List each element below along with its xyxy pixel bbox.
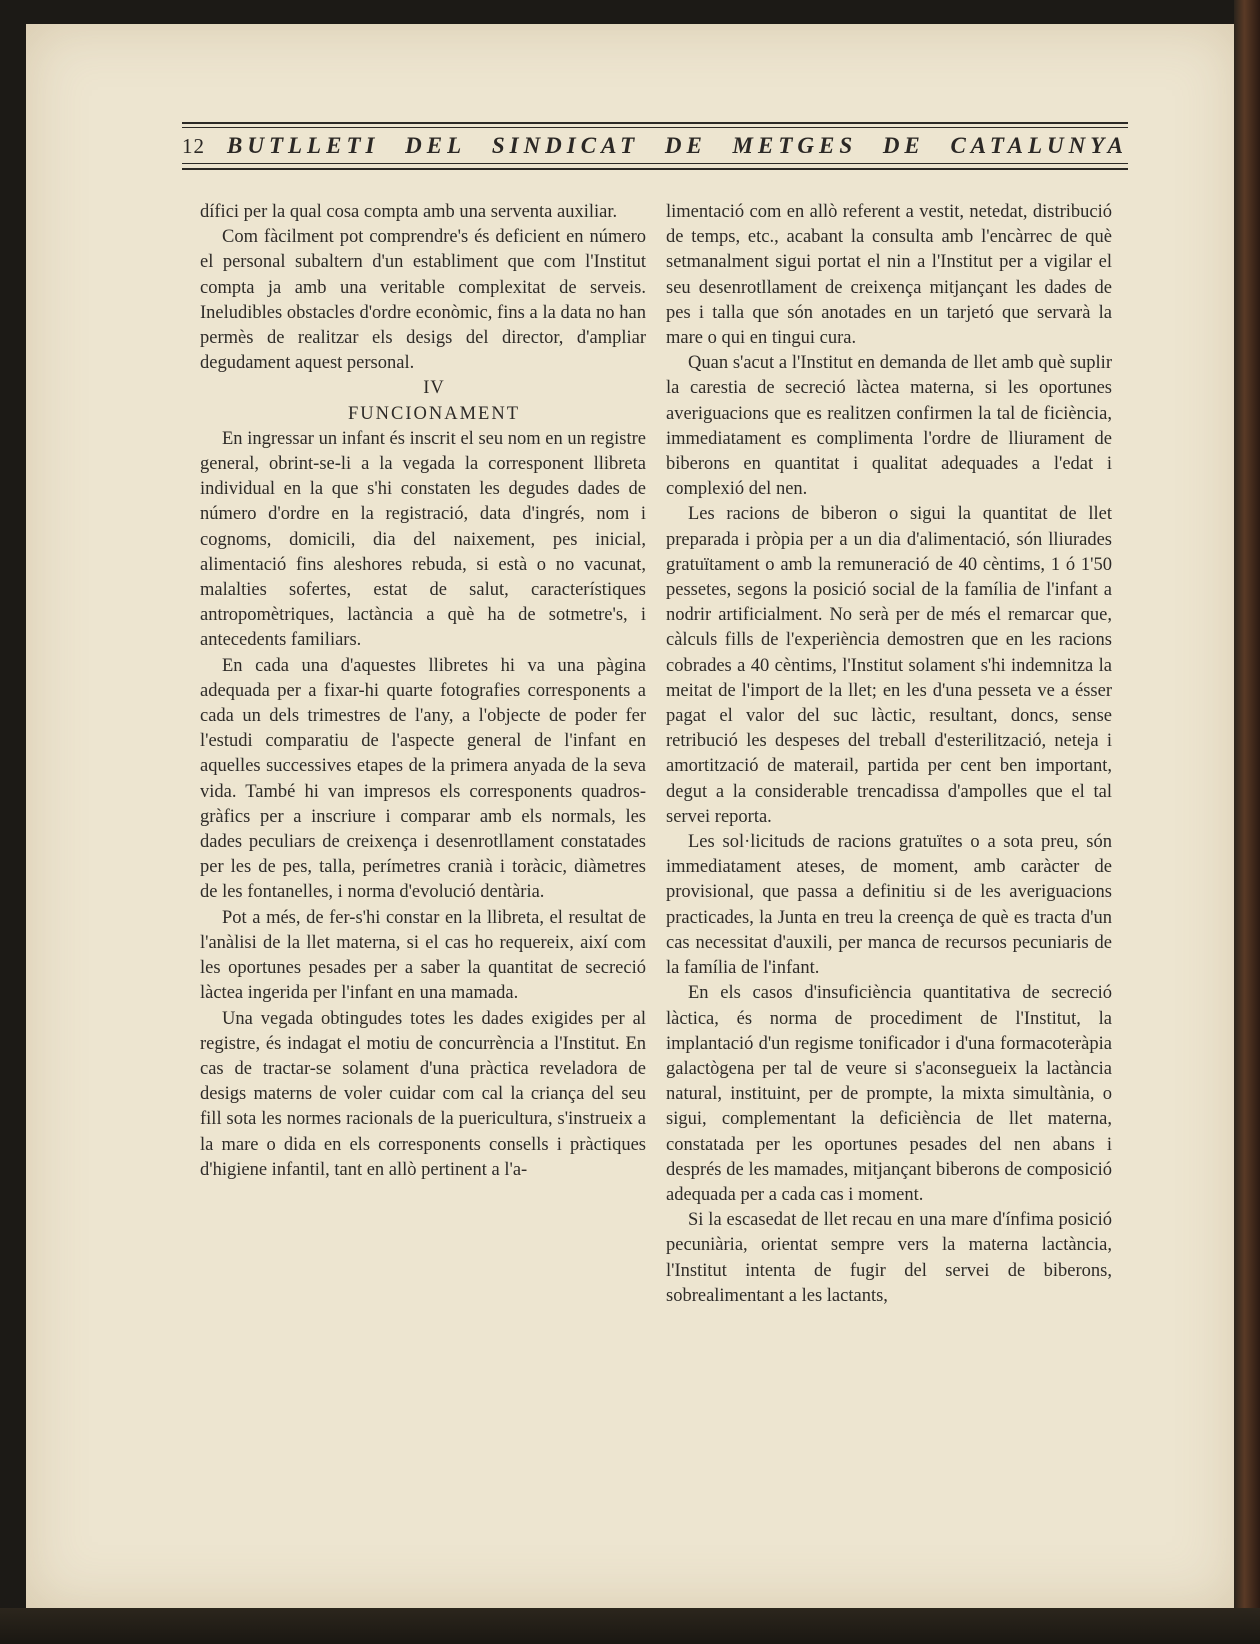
book-edge-right [1234, 0, 1260, 1644]
header-rule-top [182, 122, 1128, 124]
paragraph: Les sol·licituds de racions gratuïtes o a sota preu, són immediatament ateses, de moment, amb caràcter de provisional, que passa a definitiu si de les averiguacions practicades, la Junta en treu la creença de què es tracta d'un cas necessitat d'auxili, per manca de recursos pecuniaris de la família de l'infant. [666, 832, 1112, 979]
running-header [182, 122, 1128, 178]
header-rule-bottom-thin [182, 163, 1128, 164]
left-column [200, 200, 646, 1183]
journal-word: DE [664, 133, 707, 158]
paragraph: dífici per la qual cosa compta amb una serventa auxiliar. [200, 202, 618, 222]
section-title: FUNCIONAMENT [348, 403, 520, 424]
document-page [26, 24, 1238, 1608]
journal-word: METGES [732, 133, 858, 158]
journal-title [227, 133, 1128, 159]
journal-word: CATALUNYA [950, 133, 1128, 158]
journal-word: DEL [405, 133, 467, 158]
paragraph: En els casos d'insuficiència quantitativa de secreció làctica, és norma de procediment de l'Institut, la implantació d'un regisme tonificador i d'una formacoteràpia galactògena per tal de veure si s'aconsegueix la lactància natural, instituint, per de prompte, la mixta simultània, o sigui, complementant la deficiència de llet materna, constatada per les oportunes pesades del nen abans i després de les mamades, mitjançant biberons de composició adequada per a cada cas i moment. [666, 983, 1112, 1205]
paragraph: Les racions de biberon o sigui la quantitat de llet preparada i pròpia per a un dia d'alimentació, són lliurades gratuïtament o amb la remuneració de 40 cèntims, 1 ó 1'50 pessetes, segons la posició social de la família de l'infant a nodrir artificialment. No serà per de més el remarcar que, càlculs fills de l'experiència demostren que en les racions cobrades a 40 cèntims, l'Institut solament s'hi indemnitza la meitat de l'import de la llet; en les d'una pesseta ve a ésser pagat el valor del suc làctic, resultant, doncs, sense retribució les despeses del treball d'esterilització, neteja i amortització de materail, partida per cent ben important, degut a la considerable trencadissa d'ampolles que el tal servei reporta. [666, 504, 1112, 827]
scan-border-bottom [0, 1608, 1260, 1644]
page-number: 12 [182, 134, 205, 158]
paragraph: En cada una d'aquestes llibretes hi va una pàgina adequada per a fixar-hi quarte fotografies corresponents a cada un dels trimestres de l'any, a l'objecte de poder fer l'estudi comparatiu de l'aspecte general de l'infant en aquelles successives etapes de la primera anyada de la seva vida. També hi van impresos els corresponents quadros-gràfics per a inscriure i comparar amb els normals, les dades peculiars de creixença i desenrotllament constatades per les de pes, talla, perímetres cranià i toràcic, diàmetres de les fontanelles, i norma d'evolució dentària. [200, 655, 646, 903]
paragraph: Com fàcilment pot comprendre's és deficient en número el personal subaltern d'un establiment que com l'Institut compta ja amb una veritable complexitat de serveis. Ineludibles obstacles d'ordre econòmic, fins a la data no han permès de realitzar els desigs del director, d'ampliar degudament aquest personal. [200, 227, 646, 374]
paragraph: limentació com en allò referent a vestit, netedat, distribució de temps, etc., acabant la consulta amb l'encàrrec de què setmanalment sigui portat el nin a l'Institut per a vigilar el seu desenrotllament de creixença mitjançant les dades de pes i talla que són anotades en un tarjetó que servarà la mare o qui en tingui cura. [666, 202, 1112, 349]
header-rule-top-thin [182, 127, 1128, 128]
header-text [182, 133, 1128, 159]
section-number: IV [423, 378, 445, 399]
paragraph: Quan s'acut a l'Institut en demanda de llet amb què suplir la carestia de secreció làctea materna, si les oportunes averiguacions que es realitzen confirmen la tal de ficiència, immediatament es complimenta l'ordre de lliurament de biberons en quantitat i qualitat adequades a l'edat i complexió del nen. [666, 353, 1112, 500]
journal-word: DE [882, 133, 925, 158]
paragraph: En ingressar un infant és inscrit el seu nom en un registre general, obrint-se-li a la vegada la corresponent llibreta individual en la que s'hi constaten les degudes dades de número d'ordre en la registració, data d'ingrés, nom i cognoms, domicili, dia del naixement, pes inicial, alimentació fins aleshores rebuda, si està o no vacunat, malalties sofertes, estat de salut, característiques antropomètriques, lactància a què ha de sotmetre's, i antecedents familiars. [200, 428, 646, 651]
paragraph: Pot a més, de fer-s'hi constar en la llibreta, el resultat de l'anàlisi de la llet materna, si el cas ho requereix, així com les oportunes pesades per a saber la quantitat de secreció làctea ingerida per l'infant en una mamada. [200, 907, 646, 1004]
journal-word: SINDICAT [491, 133, 640, 158]
paragraph: Una vegada obtingudes totes les dades exigides per al registre, és indagat el motiu de concurrència a l'Institut. En cas de tractar-se solament d'una pràctica reveladora de desigs materns de voler cuidar com cal la criança del seu fill sota les normes racionals de la puericultura, s'instrueix a la mare o dida en els corresponents consells i pràctiques d'higiene infantil, tant en allò pertinent a l'a- [200, 1008, 646, 1180]
paragraph: Si la escasedat de llet recau en una mare d'ínfima posició pecuniària, orientat sempre vers la materna lactància, l'Institut intenta de fugir del servei de biberons, sobrealimentant a les lactants, [666, 1210, 1112, 1306]
right-column [666, 200, 1112, 1309]
header-rule-bottom [182, 168, 1128, 170]
journal-word: BUTLLETI [227, 133, 380, 158]
